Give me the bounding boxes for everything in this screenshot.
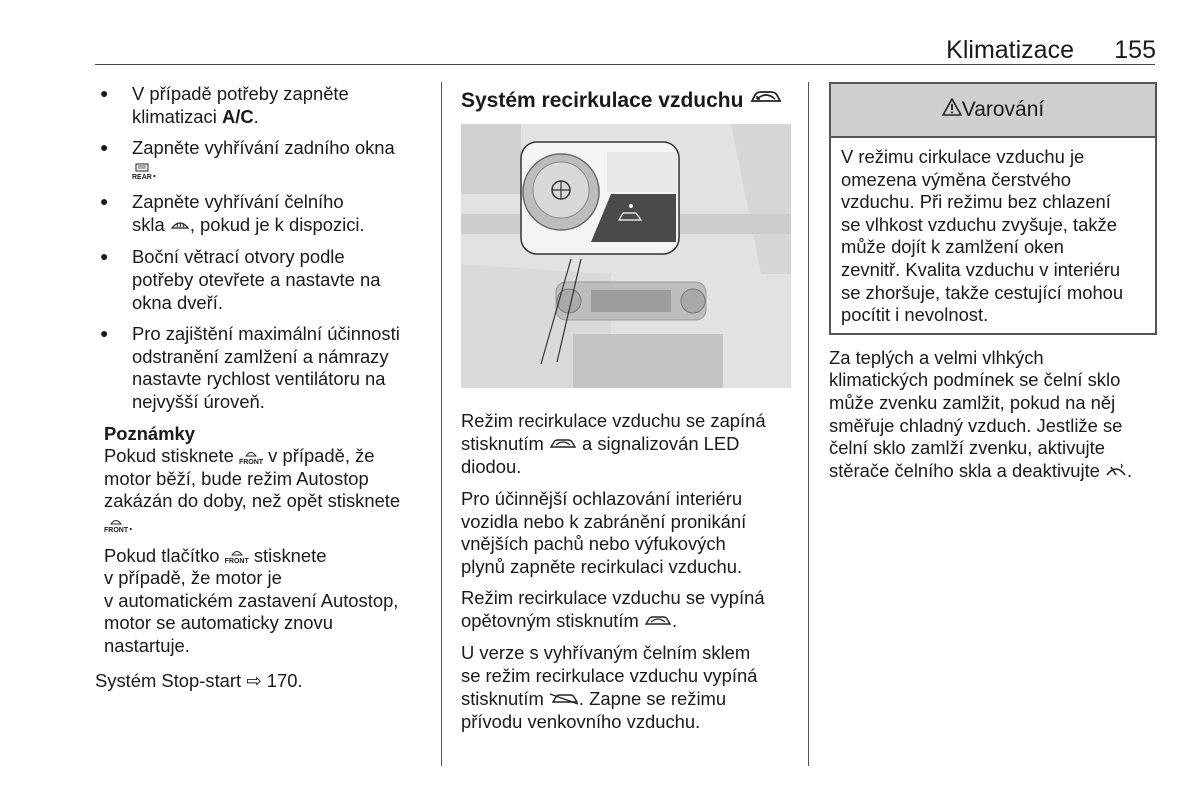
recirculation-windscreen-icon	[549, 689, 579, 712]
page-number: 155	[1114, 36, 1156, 64]
body-paragraph: Režim recirkulace vzduchu se zapíná stisknutím a signalizován LED diodou.	[461, 410, 766, 478]
list-item: ● V případě potřeby zapněte klimatizaci A/C.	[95, 83, 430, 128]
list-item: ● Zapněte vyhřívání čelního skla , pokud je k dispozici.	[95, 191, 430, 237]
recirculation-icon	[549, 434, 577, 457]
body-paragraph: U verze s vyhřívaným čelním sklem se režim recirkulace vzduchu vypíná stisknutím . Zapne se režimu přívodu venkovního vzduchu.	[461, 642, 758, 733]
left-column	[95, 83, 430, 701]
list-item: ● Zapněte vyhřívání zadního okna REAR.	[95, 137, 430, 182]
cross-reference[interactable]: Systém Stop-start ⇨ 170.	[95, 669, 303, 691]
body-paragraph: Režim recirkulace vzduchu se vypíná opětovným stisknutím .	[461, 587, 791, 633]
note-heading: Poznámky	[104, 422, 195, 444]
column-divider-right	[808, 82, 809, 766]
rear-window-heating-icon: REAR	[132, 163, 152, 181]
front-defrost-icon: FRONT	[239, 449, 263, 466]
warning-triangle-icon	[942, 98, 962, 122]
warning-header: Varování	[831, 84, 1155, 138]
list-item: ● Boční větrací otvory podle potřeby otevřete a nastavte na okna dveří.	[95, 246, 430, 314]
recirculation-icon	[749, 88, 783, 114]
warning-text: V režimu cirkulace vzduchu je omezena výměna čerstvého vzduchu. Při režimu bez chlazení se vlhkost vzduchu zvyšuje, takže může dojít k zamlžení oken zevnitř. Kvalita vzduchu v interiéru se zhoršuje, takže cestující mohou pocítit i nevolnost.	[841, 146, 1124, 326]
middle-column	[461, 82, 791, 743]
list-item: ● Pro zajištění maximální účinnosti odstranění zamlžení a námrazy nastavte rychlost ventilátoru na nejvyšší úroveň.	[95, 323, 430, 413]
body-paragraph: Za teplých a velmi vlhkých klimatických podmínek se čelní sklo může zvenku zamlžit, pokud na něj směřuje chladný vzduch. Jestliže se čelní sklo zamlží zvenku, aktivujte stěrače čelního skla a deaktivujte .	[829, 347, 1157, 483]
column-divider-left	[441, 82, 442, 766]
windscreen-wiper-icon	[1105, 461, 1127, 484]
climate-control-illustration	[461, 124, 791, 388]
right-column	[829, 82, 1157, 492]
recirculation-icon	[644, 611, 672, 634]
warning-box	[829, 82, 1157, 335]
front-defrost-icon: FRONT	[104, 517, 128, 534]
page-ref-arrow-icon: ⇨	[246, 669, 262, 691]
header-rule	[95, 64, 1155, 65]
body-paragraph: Pro účinnější ochlazování interiéru vozidla nebo k zabránění pronikání vnějších pachů nebo výfukových plynů zapněte recirkulaci vzduchu.	[461, 488, 747, 577]
note-paragraph: Pokud tlačítko FRONT stisknete v případě, že motor je v automatickém zastavení Autostop, motor se automaticky znovu nastartuje.	[104, 544, 399, 656]
windscreen-heating-icon	[170, 215, 190, 238]
section-heading: Systém recirkulace vzduchu	[461, 88, 791, 114]
note-paragraph: Pokud stisknete FRONT v případě, že motor běží, bude režim Autostop zakázán do doby, než opět stisknete FRONT.	[104, 445, 401, 534]
instruction-list	[95, 83, 430, 414]
chapter-title: Klimatizace	[946, 36, 1074, 64]
front-defrost-icon: FRONT	[225, 548, 249, 565]
